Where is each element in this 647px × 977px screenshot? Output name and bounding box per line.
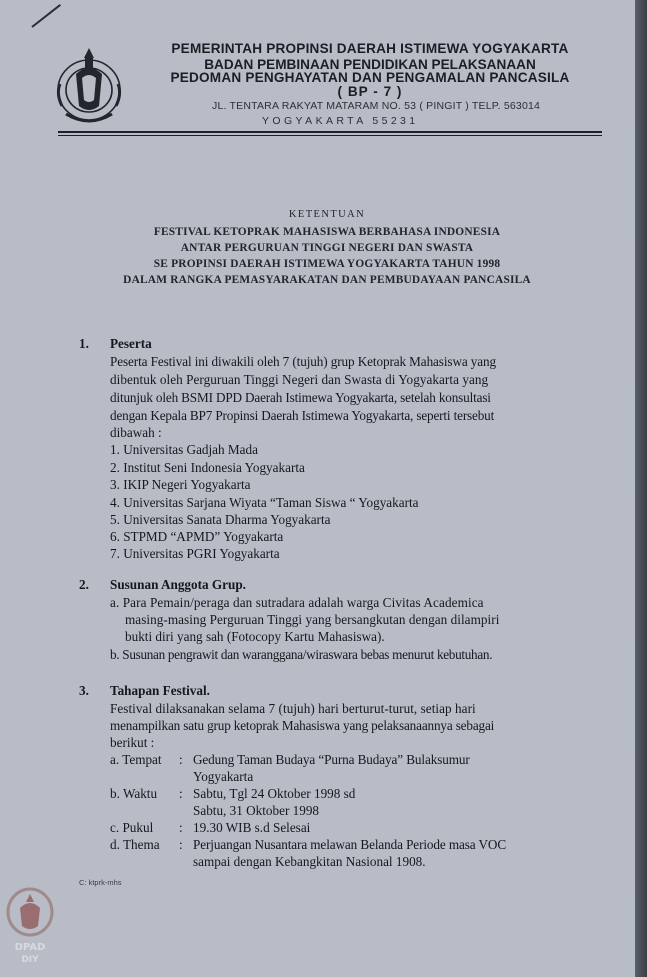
- list-item: 6. STPMD “APMD” Yogyakarta: [110, 529, 284, 544]
- doc-title: KETENTUAN: [288, 209, 366, 220]
- dpad-archive-logo: [4, 886, 56, 968]
- paragraph-line: ditunjuk oleh BSMI DPD Daerah Istimewa Yogyakarta, setelah konsultasi: [110, 390, 491, 405]
- paragraph-line: menampilkan satu grup ketoprak Mahasiswa yang pelaksanaannya sebagai: [110, 718, 495, 733]
- detail-value: Sabtu, 31 Oktober 1998: [193, 803, 320, 818]
- section-number: 3.: [79, 683, 89, 698]
- paragraph-line: Festival dilaksanakan selama 7 (tujuh) hari berturut-turut, setiap hari: [110, 701, 476, 716]
- letterhead-line-1: PEMERINTAH PROPINSI DAERAH ISTIMEWA YOGYAKARTA: [171, 41, 569, 56]
- section-heading: Tahapan Festival.: [110, 683, 210, 698]
- section-number: 1.: [79, 336, 89, 351]
- letterhead-city: YOGYAKARTA 55231: [262, 115, 419, 127]
- section-heading: Susunan Anggota Grup.: [110, 577, 246, 592]
- list-item: 7. Universitas PGRI Yogyakarta: [110, 546, 280, 561]
- detail-separator: :: [179, 752, 183, 767]
- detail-label: a. Tempat: [110, 752, 162, 767]
- detail-label: d. Thema: [110, 837, 160, 852]
- paragraph-line: dibentuk oleh Perguruan Tinggi Negeri dan Swasta di Yogyakarta yang: [110, 372, 489, 387]
- detail-value: Yogyakarta: [193, 769, 254, 784]
- list-item: a. Para Pemain/peraga dan sutradara adalah warga Civitas Academica: [110, 595, 484, 610]
- list-item-continued: bukti diri yang sah (Fotocopy Kartu Mahasiswa).: [125, 629, 385, 644]
- paragraph-line: Peserta Festival ini diwakili oleh 7 (tujuh) grup Ketoprak Mahasiswa yang: [110, 354, 497, 369]
- list-item: 4. Universitas Sarjana Wiyata “Taman Siswa “ Yogyakarta: [110, 495, 419, 510]
- list-item: 1. Universitas Gadjah Mada: [110, 442, 258, 457]
- doc-title-line: FESTIVAL KETOPRAK MAHASISWA BERBAHASA INDONESIA: [153, 226, 501, 238]
- paragraph-line: dengan Kepala BP7 Propinsi Daerah Istimewa Yogyakarta, seperti tersebut: [110, 408, 495, 423]
- section-number: 2.: [79, 577, 89, 592]
- logo-text: DPAD: [14, 942, 46, 953]
- detail-value: Gedung Taman Budaya “Purna Budaya” Bulaksumur: [193, 752, 470, 767]
- detail-separator: :: [179, 820, 183, 835]
- doc-title-line: ANTAR PERGURUAN TINGGI NEGERI DAN SWASTA: [180, 242, 474, 254]
- letterhead-rule-thin: [58, 135, 602, 136]
- detail-label: b. Waktu: [110, 786, 158, 801]
- detail-separator: :: [179, 786, 183, 801]
- paragraph-line: berikut :: [110, 735, 155, 750]
- letterhead-rule: [58, 131, 602, 133]
- scan-edge: [635, 0, 647, 977]
- list-item: 3. IKIP Negeri Yogyakarta: [110, 477, 251, 492]
- section-heading: Peserta: [110, 336, 152, 351]
- list-item: b. Susunan pengrawit dan waranggana/wiraswara bebas menurut kebutuhan.: [110, 647, 493, 662]
- list-item: 2. Institut Seni Indonesia Yogyakarta: [110, 460, 305, 475]
- letterhead-line-3: PEDOMAN PENGHAYATAN DAN PENGAMALAN PANCASILA: [170, 70, 570, 85]
- detail-value: sampai dengan Kebangkitan Nasional 1908.: [193, 854, 426, 869]
- letterhead-address: JL. TENTARA RAKYAT MATARAM NO. 53 ( PINGIT ) TELP. 563014: [212, 100, 541, 112]
- letterhead-line-2: BADAN PEMBINAAN PENDIDIKAN PELAKSANAAN: [204, 57, 536, 72]
- detail-separator: :: [179, 837, 183, 852]
- diy-emblem-icon: [54, 44, 124, 126]
- doc-title-line: SE PROPINSI DAERAH ISTIMEWA YOGYAKARTA TAHUN 1998: [153, 258, 501, 270]
- file-reference: C: ktprk-mhs: [79, 878, 122, 887]
- detail-value: Sabtu, Tgl 24 Oktober 1998 sd: [193, 786, 356, 801]
- detail-label: c. Pukul: [110, 820, 154, 835]
- letterhead-line-4: ( BP - 7 ): [337, 84, 403, 99]
- paragraph-line: dibawah :: [110, 425, 162, 440]
- list-item: 5. Universitas Sanata Dharma Yogyakarta: [110, 512, 331, 527]
- detail-value: 19.30 WIB s.d Selesai: [193, 820, 311, 835]
- detail-value: Perjuangan Nusantara melawan Belanda Periode masa VOC: [193, 837, 507, 852]
- doc-title-line: DALAM RANGKA PEMASYARAKATAN DAN PEMBUDAYAAN PANCASILA: [123, 274, 531, 286]
- logo-subtext: DIY: [21, 955, 39, 965]
- list-item-continued: masing-masing Perguruan Tinggi yang bersangkutan dengan dilampiri: [125, 612, 500, 627]
